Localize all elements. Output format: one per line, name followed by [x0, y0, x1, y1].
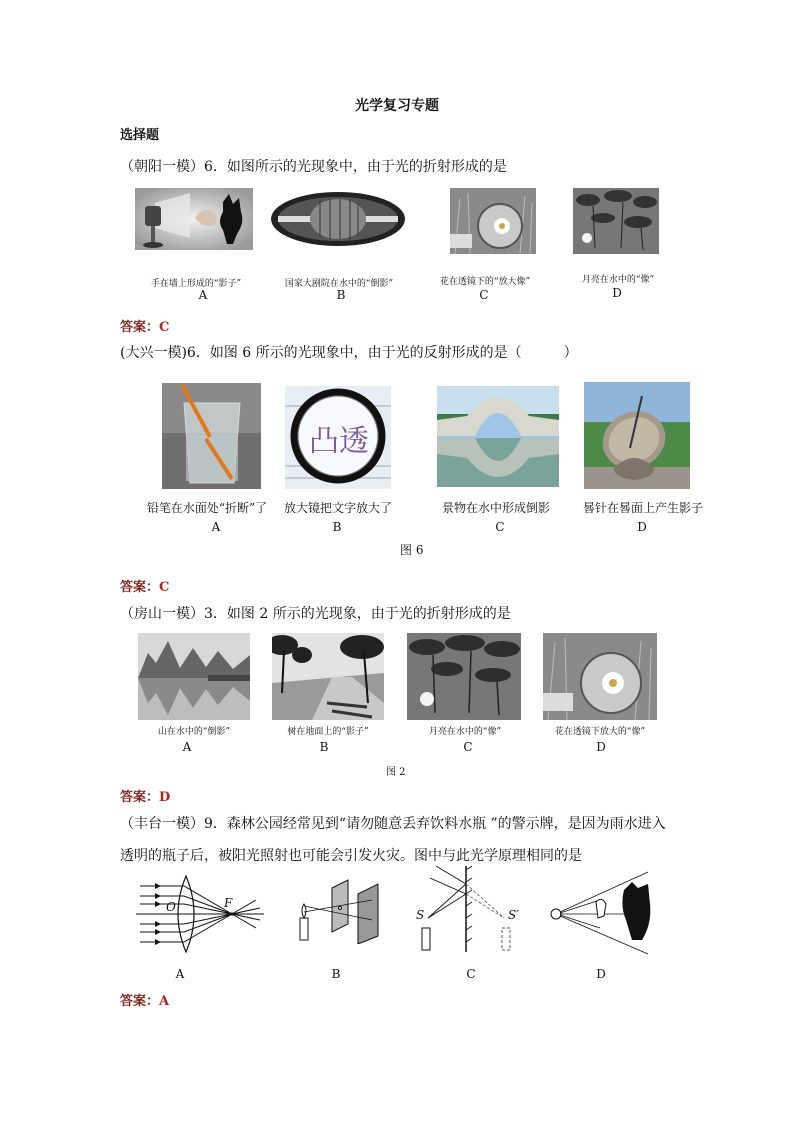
q2-image-sundial: [584, 382, 690, 489]
q4-diagram-a-convex-lens: [136, 872, 266, 956]
q1-caption-c: 花在透镜下的“放大像”: [439, 277, 531, 287]
page-title: 光学复习专题: [355, 98, 439, 114]
q3-answer: 答案：D: [120, 790, 171, 805]
magnifier-text: 凸透: [309, 424, 369, 459]
q3-caption-d: 花在透镜下放大的“像”: [554, 727, 646, 737]
question-2-text: (大兴一模)6．如图 6 所示的光现象中，由于光的反射形成的是（ ）: [120, 345, 578, 361]
diagram-label-s: S: [416, 908, 425, 922]
q2-answer: 答案：C: [120, 580, 170, 595]
q4-diagram-b-pinhole: [292, 878, 388, 944]
q3-figure-label: 图 2: [386, 767, 406, 778]
diagram-label-s-prime: S′: [508, 908, 519, 922]
q1-answer: 答案：C: [120, 320, 170, 335]
q1-caption-d: 月亮在水中的“像”: [581, 275, 655, 285]
q2-caption-b: 放大镜把文字放大了: [283, 501, 392, 515]
q3-caption-a: 山在水中的“倒影”: [157, 727, 231, 737]
q4-option-a: A: [175, 967, 185, 981]
question-1-text: （朝阳一模）6．如图所示的光现象中，由于光的折射形成的是: [120, 159, 507, 175]
q4-diagram-c-plane-mirror: [414, 864, 530, 954]
q1-caption-b: 国家大剧院在水中的“倒影”: [284, 279, 394, 289]
q2-image-pencil-glass: [162, 383, 261, 489]
question-4-line-2: 透明的瓶子后，被阳光照射也可能会引发火灾。图中与此光学原理相同的是: [120, 848, 582, 864]
q3-option-b: B: [319, 740, 329, 754]
q3-caption-b: 树在地面上的“影子”: [287, 727, 369, 737]
q1-image-hand-shadow: [135, 188, 253, 250]
q1-option-d: D: [612, 286, 622, 300]
q3-option-c: C: [463, 740, 473, 754]
question-3-text: （房山一模）3．如图 2 所示的光现象，由于光的折射形成的是: [120, 606, 511, 622]
diagram-label-f: F: [224, 896, 233, 910]
q2-caption-d: 晷针在晷面上产生影子: [582, 501, 703, 515]
question-4-line-1: （丰台一模）9．森林公园经常见到“请勿随意丢弃饮料水瓶 ”的警示牌，是因为雨水进入: [120, 816, 666, 832]
q1-option-a: A: [198, 288, 208, 302]
q2-option-c: C: [495, 520, 505, 534]
q3-caption-c: 月亮在水中的“像”: [428, 727, 502, 737]
q1-image-moon-water: [573, 188, 659, 254]
q4-option-c: C: [466, 967, 476, 981]
q1-image-theater-reflection: [270, 191, 406, 247]
q2-figure-label: 图 6: [400, 543, 424, 557]
q4-diagram-d-shadow: [548, 870, 656, 956]
q1-option-c: C: [479, 288, 489, 302]
q4-answer: 答案：A: [120, 994, 170, 1009]
diagram-label-o: O: [166, 900, 176, 914]
q3-option-a: A: [182, 740, 192, 754]
q1-image-flower-lens: [450, 188, 536, 254]
q3-image-moon-water: [407, 633, 521, 720]
q2-image-magnifier: [285, 386, 391, 489]
q4-option-b: B: [331, 967, 341, 981]
q2-option-a: A: [211, 520, 221, 534]
q3-image-mountain-reflection: [138, 633, 250, 720]
q1-caption-a: 手在墙上形成的“影子”: [150, 279, 242, 289]
section-heading: 选择题: [120, 128, 160, 143]
q2-image-bridge-reflection: [437, 386, 559, 487]
q3-image-flower-lens: [543, 633, 657, 720]
q1-option-b: B: [336, 288, 346, 302]
q3-option-d: D: [596, 740, 606, 754]
q2-caption-a: 铅笔在水面处“折断”了: [146, 501, 268, 515]
q3-image-tree-shadow: [272, 633, 384, 720]
q2-option-d: D: [637, 520, 647, 534]
q2-option-b: B: [332, 520, 342, 534]
q4-option-d: D: [596, 967, 606, 981]
q2-caption-c: 景物在水中形成倒影: [441, 501, 550, 515]
